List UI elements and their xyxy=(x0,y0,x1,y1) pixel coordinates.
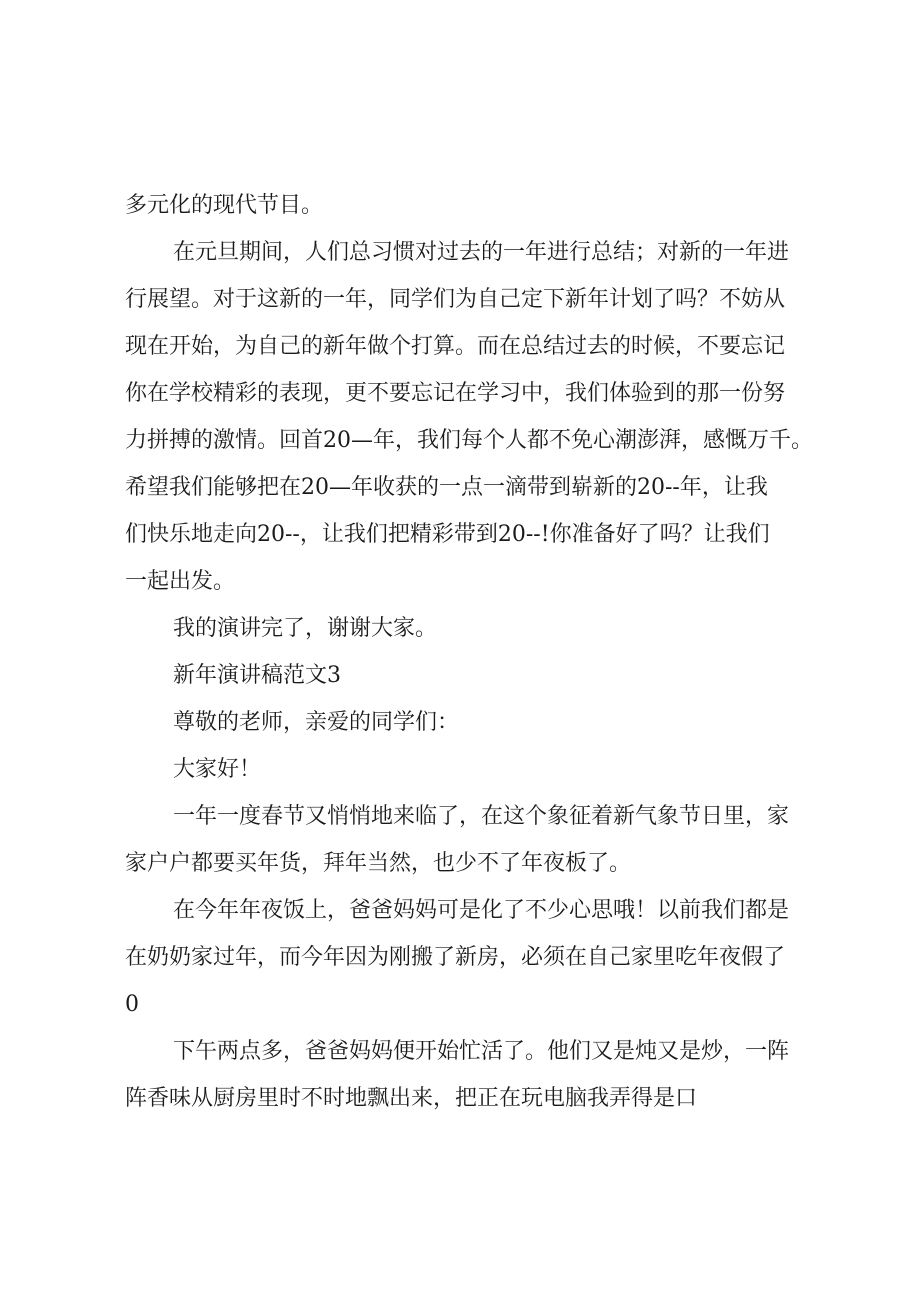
text-line: 在元旦期间，人们总习惯对过去的一年进行总结；对新的一年进 xyxy=(173,240,790,265)
text-line: 家户户都要买年货，拜年当然，也少不了年夜板了。 xyxy=(125,851,632,876)
text-line: 力拼搏的激情。回首20—年，我们每个人都不免心潮澎湃，感慨万千。 xyxy=(125,428,813,453)
text-line: 在今年年夜饭上，爸爸妈妈可是化了不少心思哦！以前我们都是 xyxy=(173,898,790,923)
paragraph xyxy=(125,887,825,1028)
text-line: 希望我们能够把在20—年收获的一点一滴带到崭新的20--年，让我 xyxy=(125,475,768,500)
paragraph xyxy=(125,746,825,793)
text-line: 一年一度春节又悄悄地来临了，在这个象征着新气象节日里，家 xyxy=(173,804,790,829)
text-line: 现在开始，为自己的新年做个打算。而在总结过去的时候，不要忘记 xyxy=(125,334,786,359)
text-line: 们快乐地走向20--，让我们把精彩带到20--!你准备好了吗？让我们 xyxy=(125,522,770,547)
paragraph xyxy=(125,182,825,229)
paragraph xyxy=(125,652,825,699)
text-line: 一起出发。 xyxy=(125,569,236,594)
text-line: 行展望。对于这新的一年，同学们为自己定下新年计划了吗？不妨从 xyxy=(125,287,786,312)
text-line: 大家好！ xyxy=(173,757,262,782)
text-line: 尊敬的老师，亲爱的同学们： xyxy=(173,710,460,735)
text-line: 我的演讲完了，谢谢大家。 xyxy=(173,616,438,641)
text-line: 阵香味从厨房里时不时地飘出来，把正在玩电脑我弄得是口 xyxy=(125,1086,698,1111)
text-line: 0 xyxy=(125,992,139,1017)
text-line: 多元化的现代节目。 xyxy=(125,193,324,218)
text-line: 在奶奶家过年，而今年因为刚搬了新房，必须在自己家里吃年夜假了 xyxy=(125,945,786,970)
document-body xyxy=(125,182,825,1122)
paragraph xyxy=(125,1028,825,1122)
paragraph xyxy=(125,605,825,652)
text-line: 新年演讲稿范文3 xyxy=(173,663,341,688)
text-line: 下午两点多，爸爸妈妈便开始忙活了。他们又是炖又是炒，一阵 xyxy=(173,1039,790,1064)
paragraph xyxy=(125,699,825,746)
paragraph xyxy=(125,229,825,605)
paragraph xyxy=(125,793,825,887)
text-line: 你在学校精彩的表现，更不要忘记在学习中，我们体验到的那一份努 xyxy=(125,381,786,406)
